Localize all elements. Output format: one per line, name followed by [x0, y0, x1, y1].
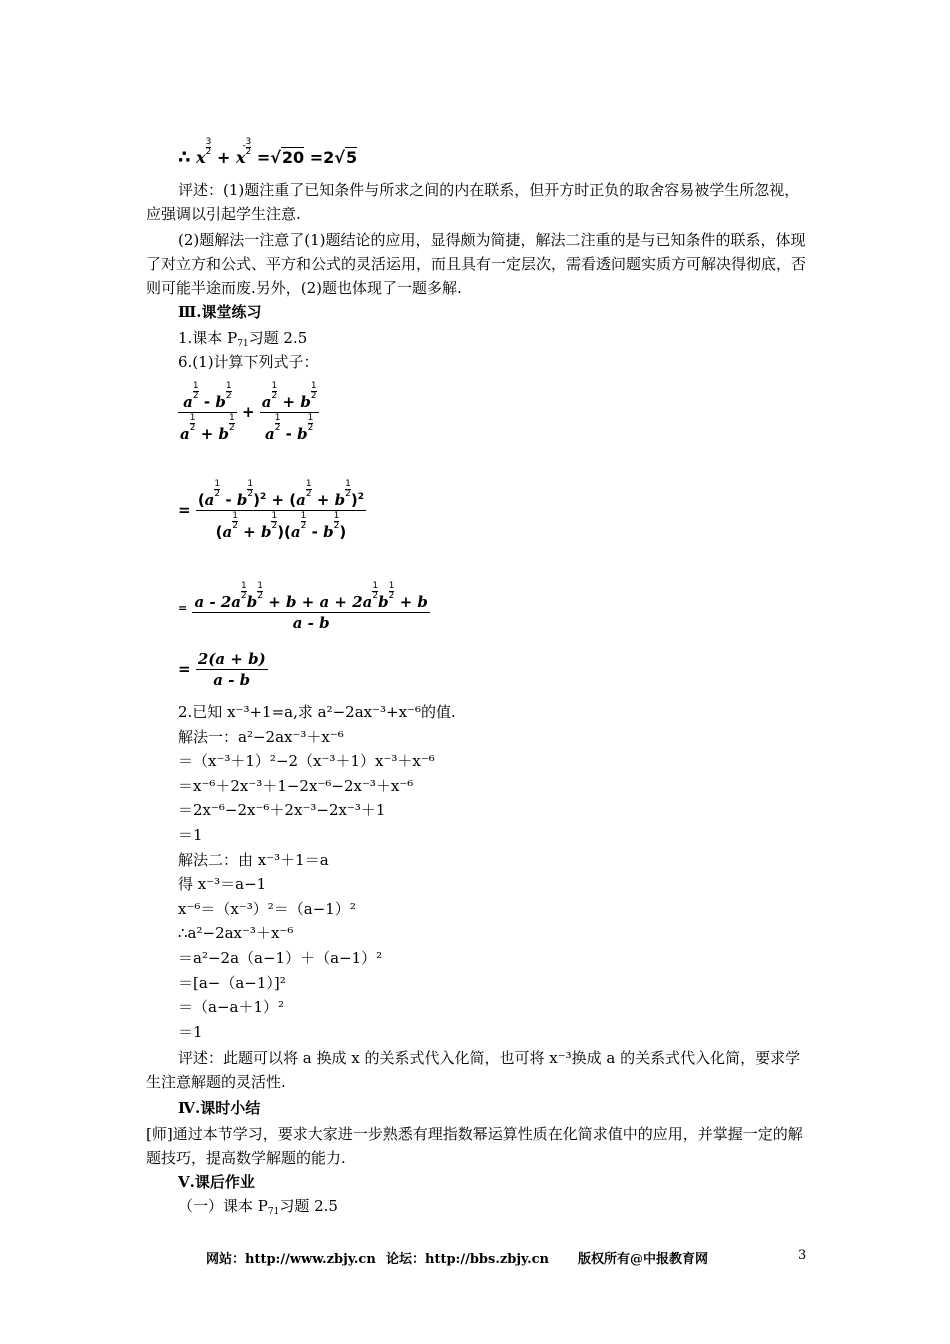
therefore-symbol: ∴ — [178, 147, 191, 168]
var-x: x — [196, 148, 206, 167]
var-x: x — [235, 148, 246, 167]
exp-num: 1 — [305, 479, 312, 489]
equals-sign: = — [178, 660, 191, 678]
exp-num: 1 — [372, 581, 379, 591]
equals-sign: = — [178, 501, 191, 519]
problem-2-line: ∴a²−2ax⁻³＋x⁻⁶ — [178, 924, 294, 942]
fraction-4 — [192, 582, 429, 632]
exp-den: 2 — [257, 591, 263, 601]
exp-num: 1 — [232, 511, 238, 521]
page-subscript: 71 — [237, 339, 249, 349]
fraction-den — [260, 413, 319, 443]
exponent — [334, 512, 340, 531]
minus-sign: - — [285, 425, 292, 443]
var-a: a — [264, 425, 275, 443]
fraction-num — [260, 382, 319, 413]
homework-item — [178, 1196, 338, 1222]
exp-den: 2 — [271, 521, 278, 531]
exponent — [301, 512, 307, 531]
fraction-num — [192, 582, 429, 613]
exp-den: 2 — [345, 489, 351, 499]
fraction-num — [178, 382, 237, 413]
var-b: b — [218, 425, 230, 443]
exponent — [242, 137, 252, 157]
exp-num: 1 — [307, 413, 314, 423]
exp-num: 1 — [241, 581, 247, 591]
exp-num: 1 — [257, 581, 263, 591]
exp-num: 1 — [189, 413, 196, 423]
plus-sign: + — [316, 491, 330, 509]
review-2-paragraph: (2)题解法一注意了(1)题结论的应用，显得颇为简捷，解法二注重的是与已知条件的联系，体现了对立方和公式、平方和公式的灵活运用，而且具有一定层次，需看透问题实质方可解决得彻底，否则可能半途而废.另外，(2)题也体现了一题多解. — [146, 231, 807, 297]
exponent — [193, 382, 199, 401]
problem-2-line: ＝（x⁻³＋1）²−2（x⁻³＋1）x⁻³＋x⁻⁶ — [178, 752, 435, 770]
sqrt-content: 5 — [345, 148, 358, 167]
exponent — [257, 582, 263, 601]
square-exp: 2 — [357, 492, 364, 502]
plus-sign: + — [241, 403, 255, 421]
fraction-1 — [178, 382, 237, 443]
frac-step-4 — [178, 650, 268, 689]
fraction-num: (a $\frac{1}{2}$ - b $\frac{1}{2}$ )$^2$ + (a $\frac{1}{2}$ + b $\frac{1}{2}$ )$^2$ — [197, 479, 364, 509]
exponent — [214, 480, 220, 499]
var-b: b — [300, 393, 311, 411]
exp-num: 1 — [214, 479, 221, 489]
minus-sign: - — [311, 523, 318, 541]
exponent — [272, 382, 278, 401]
exp-den: 2 — [241, 591, 247, 601]
var-a: a — [290, 523, 301, 541]
exp-den: 2 — [232, 521, 238, 531]
exponent — [190, 414, 196, 433]
problem-2-line: ＝a²−2a（a−1）＋（a−1）² — [178, 949, 383, 967]
var-b: b — [323, 523, 334, 541]
section-5-heading: Ⅴ.课后作业 — [178, 1173, 255, 1191]
var-b: b — [334, 491, 346, 509]
fraction-2 — [260, 382, 319, 443]
plus-sign: + — [282, 393, 296, 411]
section-4-heading: Ⅳ.课时小结 — [178, 1099, 261, 1117]
review-1-paragraph: 评述：(1)题注重了已知条件与所求之间的内在联系，但开方时正负的取舍容易被学生所忽视，应强调以引起学生注意. — [146, 181, 800, 223]
sqrt-sign: √ — [270, 148, 281, 167]
fraction-den: a - b — [213, 671, 251, 689]
exp-den: 2 — [388, 591, 395, 601]
equals-sign: = — [178, 601, 188, 615]
sqrt-content: 20 — [281, 148, 305, 167]
exp-neg: - — [242, 141, 246, 151]
problem-2-line: ＝1 — [178, 826, 203, 844]
exponent — [308, 414, 314, 433]
footer-site: 网站：http://www.zbjy.cn — [206, 1252, 376, 1267]
exp-den: 2 — [229, 423, 235, 433]
var-a: a — [183, 393, 193, 411]
exp-num: 1 — [300, 511, 307, 521]
exp-num: 1 — [274, 413, 281, 423]
exponent — [271, 512, 277, 531]
fraction-den: (a $\frac{1}{2}$ + b $\frac{1}{2}$ )(a $\frac{1}{2}$ - b $\frac{1}{2}$ ) — [215, 511, 347, 541]
exp-den: 2 — [225, 391, 232, 401]
var-b: b — [246, 593, 258, 611]
exercise-1-text: 1.课本 P — [178, 329, 238, 347]
exercise-1-text-b: 习题 2.5 — [248, 329, 308, 347]
exercise-6: 6.(1)计算下列式子： — [178, 353, 319, 371]
footer-copyright: 版权所有@中报教育网 — [578, 1252, 709, 1267]
exp-den: 2 — [271, 391, 278, 401]
top-formula — [178, 138, 357, 170]
exp-den: 2 — [333, 521, 340, 531]
var-b: b — [260, 523, 272, 541]
exp-den: 2 — [214, 489, 221, 499]
var-a: a — [204, 491, 215, 509]
plus-sign: + — [200, 425, 214, 443]
plus-sign: + — [216, 148, 231, 167]
frac-step-3 — [178, 582, 430, 632]
var-b: b — [378, 593, 389, 611]
fraction-5 — [196, 650, 268, 689]
var-a: a — [222, 523, 233, 541]
section-3-heading: Ⅲ.课堂练习 — [178, 303, 262, 321]
summary-paragraph: [师]通过本节学习，要求大家进一步熟悉有理指数幂运算性质在化简求值中的应用，并掌握一定的解题技巧，提高数学解题的能力. — [146, 1125, 803, 1167]
page-number: 3 — [798, 1248, 807, 1263]
var-b: b — [297, 425, 308, 443]
exp-num: 1 — [271, 381, 278, 391]
exponent — [229, 414, 235, 433]
exp-den: 2 — [307, 423, 314, 433]
problem-2-line: ＝2x⁻⁶−2x⁻⁶＋2x⁻³−2x⁻³＋1 — [178, 801, 386, 819]
exponent — [206, 138, 212, 157]
var-b: b — [215, 393, 226, 411]
problem-2-line: ＝（a−a＋1）² — [178, 998, 285, 1016]
exp-den: 2 — [189, 423, 196, 433]
sqrt-sign: √ — [334, 148, 345, 167]
exponent — [226, 382, 232, 401]
exp-num: 1 — [225, 381, 232, 391]
exp-den: 2 — [310, 391, 317, 401]
equals-sign: = — [256, 148, 271, 167]
exponent — [389, 582, 395, 601]
exponent — [311, 382, 317, 401]
var-a: a — [261, 393, 272, 411]
fraction-3 — [196, 480, 366, 541]
num-part-c: + b — [399, 593, 428, 611]
var-a: a — [296, 491, 306, 509]
exp-num: 1 — [192, 381, 199, 391]
plus-sign: + — [243, 523, 256, 541]
exp-den: 2 — [205, 147, 212, 157]
exp-num: 1 — [229, 413, 235, 423]
exp-den: 2 — [247, 489, 254, 499]
minus-sign: - — [203, 393, 211, 411]
exp-num: 1 — [333, 511, 340, 521]
exp-den: 2 — [274, 423, 281, 433]
frac-step-2 — [178, 480, 366, 541]
var-b: b — [236, 491, 248, 509]
exp-den: 2 — [305, 489, 312, 499]
exp-num: 3 — [205, 137, 212, 147]
frac-step-1 — [178, 382, 319, 443]
problem-2-line: 解法二：由 x⁻³＋1＝a — [178, 851, 329, 869]
review-3-paragraph: 评述：此题可以将 a 换成 x 的关系式代入化简，也可将 x⁻³换成 a 的关系式代入化简，要求学生注意解题的灵活性. — [146, 1049, 801, 1091]
exponent — [345, 480, 351, 499]
fraction-den — [178, 413, 237, 443]
minus-sign: - — [225, 491, 232, 509]
problem-2-line: 解法一：a²−2ax⁻³＋x⁻⁶ — [178, 728, 344, 746]
exponent — [232, 512, 238, 531]
exp-num: 1 — [271, 511, 278, 521]
exp-den: 2 — [192, 391, 199, 401]
problem-2-line: ＝1 — [178, 1023, 203, 1041]
exp-den: 2 — [300, 521, 307, 531]
fraction-num: 2(a + b) — [197, 650, 266, 668]
exp-num: 1 — [345, 479, 351, 489]
exponent — [306, 480, 312, 499]
num-part-a: a - 2a — [194, 593, 241, 611]
problem-2-line: 2.已知 x⁻³+1=a,求 a²−2ax⁻³+x⁻⁶的值. — [178, 703, 456, 721]
problem-2-line: 得 x⁻³＝a−1 — [178, 875, 267, 893]
page-subscript: 71 — [267, 1207, 280, 1217]
plus-sign: + — [271, 491, 285, 509]
exp-num: 3 — [245, 137, 252, 147]
exponent — [247, 480, 253, 499]
problem-2-line: ＝x⁻⁶＋2x⁻³＋1−2x⁻⁶−2x⁻³＋x⁻⁶ — [178, 777, 414, 795]
problem-2-line: ＝[a−（a−1）]² — [178, 974, 286, 992]
exercise-1 — [178, 328, 307, 354]
num-part-b: + b + a + 2a — [268, 593, 373, 611]
exp-num: 1 — [247, 479, 254, 489]
exp-num: 1 — [310, 381, 317, 391]
homework-text: （一）课本 P — [178, 1197, 268, 1215]
fraction-den: a - b — [292, 614, 330, 632]
exp-den: 2 — [245, 147, 252, 157]
exp-den: 2 — [372, 591, 379, 601]
exponent — [275, 414, 281, 433]
homework-text-b: 习题 2.5 — [279, 1197, 338, 1215]
square-exp: 2 — [259, 492, 267, 502]
exp-num: 1 — [388, 581, 395, 591]
problem-2-line: x⁻⁶＝（x⁻³）²＝（a−1）² — [178, 900, 356, 918]
var-a: a — [180, 425, 190, 443]
footer-forum: 论坛：http://bbs.zbjy.cn — [386, 1252, 550, 1267]
equals-two: =2 — [309, 148, 335, 167]
